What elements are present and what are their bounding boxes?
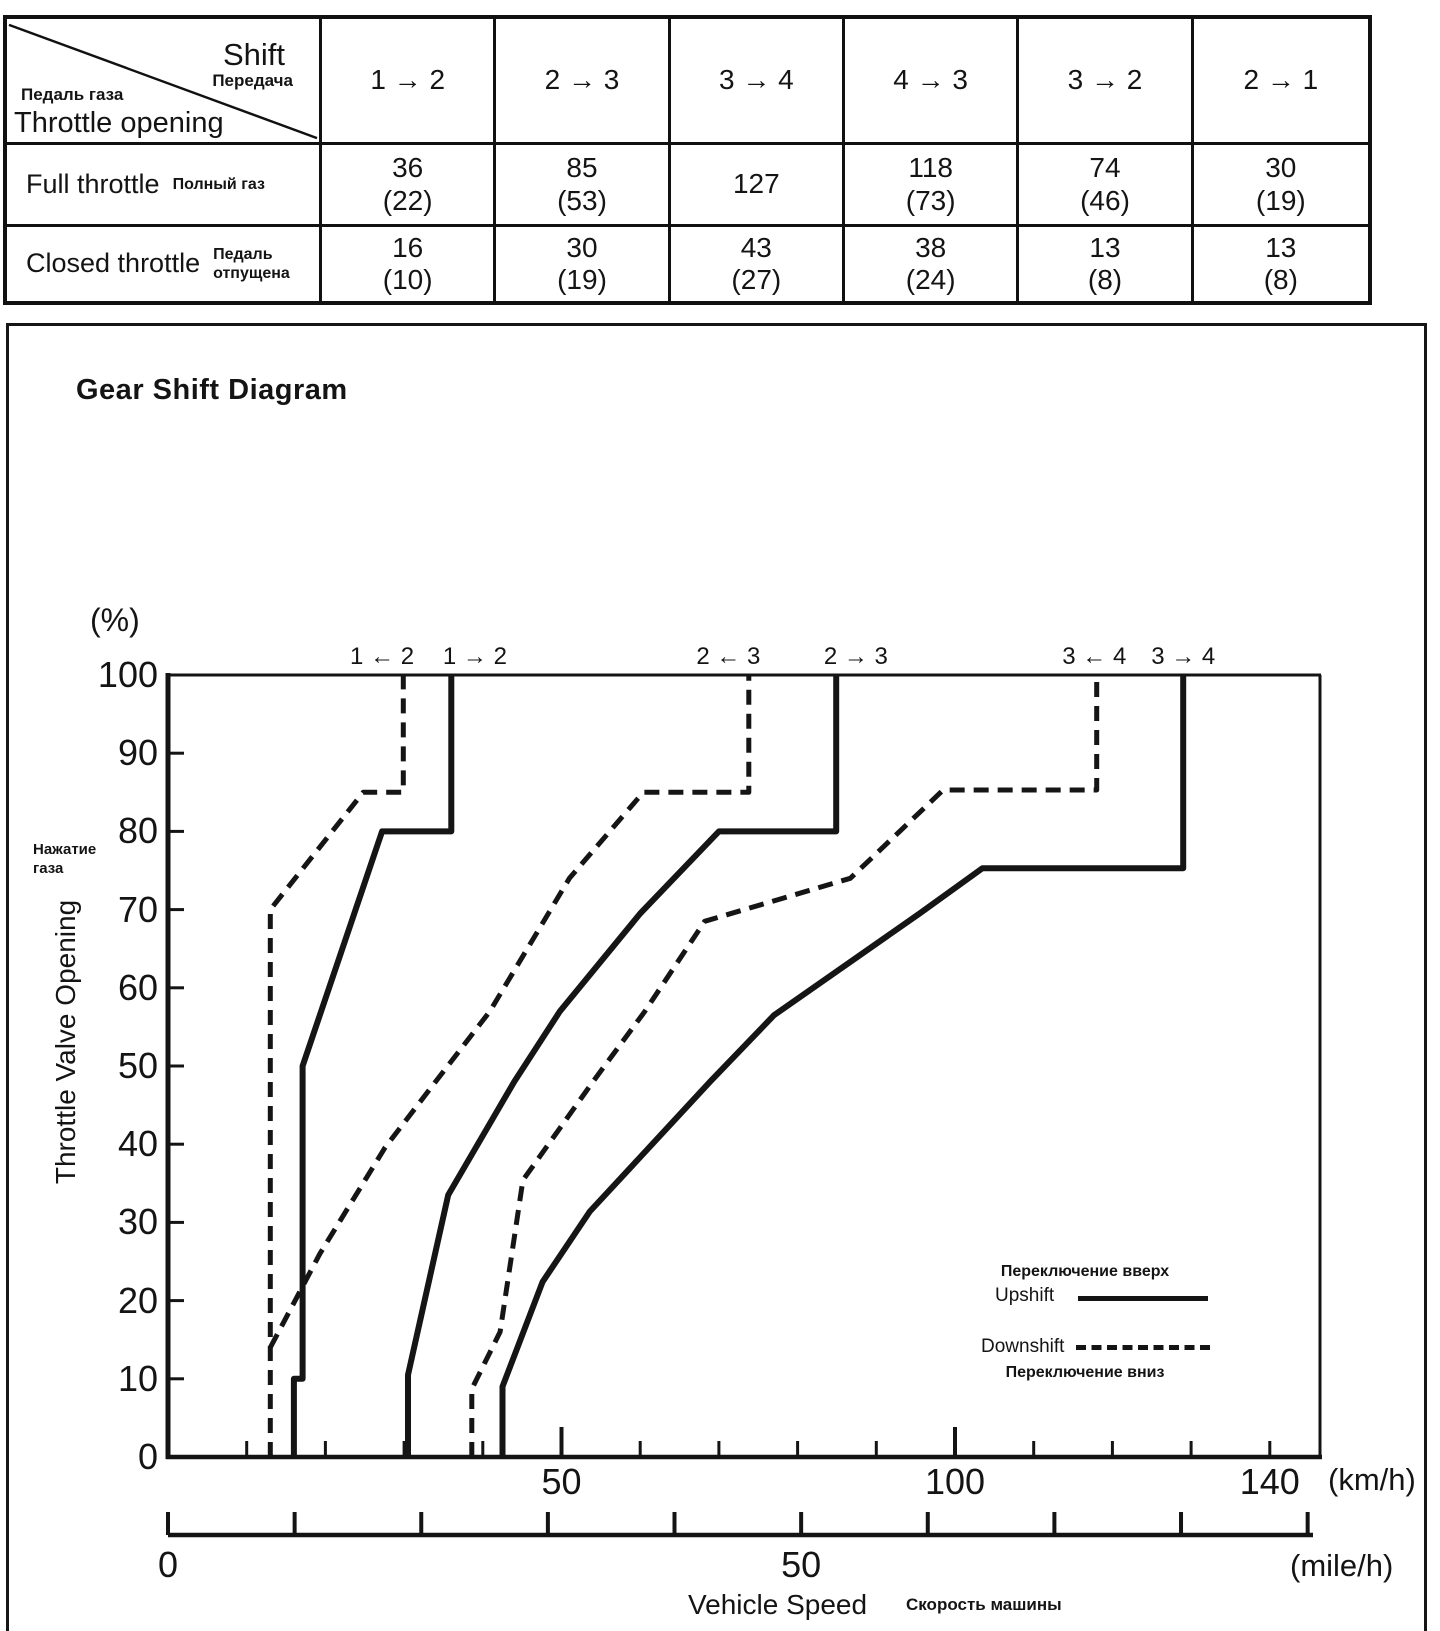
column-header-3-2: 3 → 2 bbox=[1019, 19, 1193, 145]
y-tick-label: 70 bbox=[117, 888, 158, 930]
x-axis-title-ru: Скорость машины bbox=[906, 1595, 1062, 1614]
cell-subvalue: (19) bbox=[557, 264, 607, 295]
cell-subvalue: (27) bbox=[731, 264, 782, 295]
curve-label: 1 ← 2 bbox=[350, 643, 415, 670]
cell-subvalue: (22) bbox=[382, 184, 433, 216]
y-tick-label: 30 bbox=[117, 1201, 158, 1243]
kmh-tick-label: 140 bbox=[1239, 1461, 1300, 1502]
cell-value: 30 bbox=[566, 231, 598, 263]
legend-upshift-ru: Переключение вверх bbox=[1000, 1263, 1170, 1280]
kmh-unit-label: (km/h) bbox=[1328, 1462, 1416, 1497]
y-axis-unit: (%) bbox=[90, 602, 140, 638]
full-throttle-label-ru: Полный газ bbox=[172, 175, 265, 193]
corner-shift-label-ru: Передача bbox=[212, 71, 293, 90]
cell-value: 74 bbox=[1089, 152, 1121, 184]
legend-downshift-label: Downshift bbox=[981, 1336, 1065, 1357]
cell-subvalue: (24) bbox=[905, 264, 956, 295]
cell-value: 16 bbox=[392, 231, 424, 263]
curve-label: 3 → 4 bbox=[1151, 643, 1216, 670]
y-tick-label: 20 bbox=[117, 1279, 158, 1321]
cell-value: 13 bbox=[1089, 231, 1121, 263]
cell-subvalue: (8) bbox=[1087, 264, 1123, 295]
y-tick-label: 0 bbox=[137, 1436, 158, 1477]
closed-throttle-label: Closed throttle bbox=[26, 248, 201, 279]
cell-value: 85 bbox=[566, 152, 598, 184]
chart-title: Gear Shift Diagram bbox=[76, 374, 348, 406]
cell-subvalue: (46) bbox=[1080, 184, 1130, 216]
cell-value: 43 bbox=[740, 231, 772, 263]
column-header-4-3: 4 → 3 bbox=[845, 19, 1019, 145]
column-header-2-3: 2 → 3 bbox=[496, 19, 670, 145]
y-tick-label: 90 bbox=[117, 732, 158, 774]
y-tick-label: 60 bbox=[117, 966, 158, 1008]
y-tick-label: 10 bbox=[117, 1357, 158, 1399]
curve-downshift-3-2 bbox=[270, 675, 749, 1348]
y-axis-title-ru: Нажатие газа bbox=[33, 841, 97, 877]
cell-value: 38 bbox=[915, 231, 947, 263]
legend-downshift-ru: Переключение вниз bbox=[1005, 1364, 1165, 1381]
mileh-unit-label: (mile/h) bbox=[1290, 1548, 1394, 1583]
curve-downshift-2-1 bbox=[270, 675, 403, 1457]
column-header-3-4: 3 → 4 bbox=[671, 19, 845, 145]
curve-label: 3 ← 4 bbox=[1062, 643, 1127, 670]
y-tick-label: 100 bbox=[97, 654, 158, 695]
cell-value: 36 bbox=[392, 152, 424, 184]
cell-value: 127 bbox=[732, 168, 780, 200]
legend-upshift-label: Upshift bbox=[995, 1285, 1055, 1306]
column-header-1-2: 1 → 2 bbox=[322, 19, 496, 145]
kmh-tick-label: 50 bbox=[541, 1461, 582, 1502]
full-throttle-label: Full throttle bbox=[26, 168, 160, 199]
y-tick-label: 80 bbox=[117, 810, 158, 852]
curve-label: 1 → 2 bbox=[442, 643, 507, 670]
kmh-tick-label: 100 bbox=[924, 1461, 986, 1502]
corner-throttle-label-ru: Педаль газа bbox=[21, 85, 124, 104]
curve-label: 2 ← 3 bbox=[696, 643, 761, 670]
x-axis-title: Vehicle Speed bbox=[688, 1589, 868, 1620]
legend-dashed-line-sample bbox=[1076, 1345, 1210, 1350]
curve-label: 2 → 3 bbox=[823, 643, 888, 670]
cell-value: 30 bbox=[1265, 152, 1297, 184]
y-axis-title: Throttle Valve Opening bbox=[50, 899, 81, 1185]
cell-subvalue: (10) bbox=[382, 264, 433, 295]
corner-throttle-label: Throttle opening bbox=[14, 107, 224, 139]
cell-subvalue: (73) bbox=[905, 184, 956, 216]
cell-subvalue: (19) bbox=[1255, 184, 1306, 216]
cell-subvalue: (53) bbox=[557, 184, 607, 216]
closed-throttle-label-ru: Педаль отпущена bbox=[213, 245, 290, 282]
column-header-2-1: 2 → 1 bbox=[1194, 19, 1368, 145]
mileh-tick-label: 50 bbox=[781, 1544, 822, 1585]
cell-subvalue: (8) bbox=[1263, 264, 1298, 295]
corner-shift-label: Shift bbox=[222, 37, 285, 72]
y-tick-label: 50 bbox=[117, 1045, 158, 1086]
cell-value: 13 bbox=[1265, 231, 1297, 263]
curve-upshift-2-3 bbox=[408, 675, 836, 1457]
y-tick-label: 40 bbox=[117, 1123, 158, 1165]
legend-solid-line-sample bbox=[1078, 1296, 1208, 1301]
cell-value: 118 bbox=[908, 152, 953, 184]
mileh-tick-label: 0 bbox=[157, 1544, 179, 1585]
